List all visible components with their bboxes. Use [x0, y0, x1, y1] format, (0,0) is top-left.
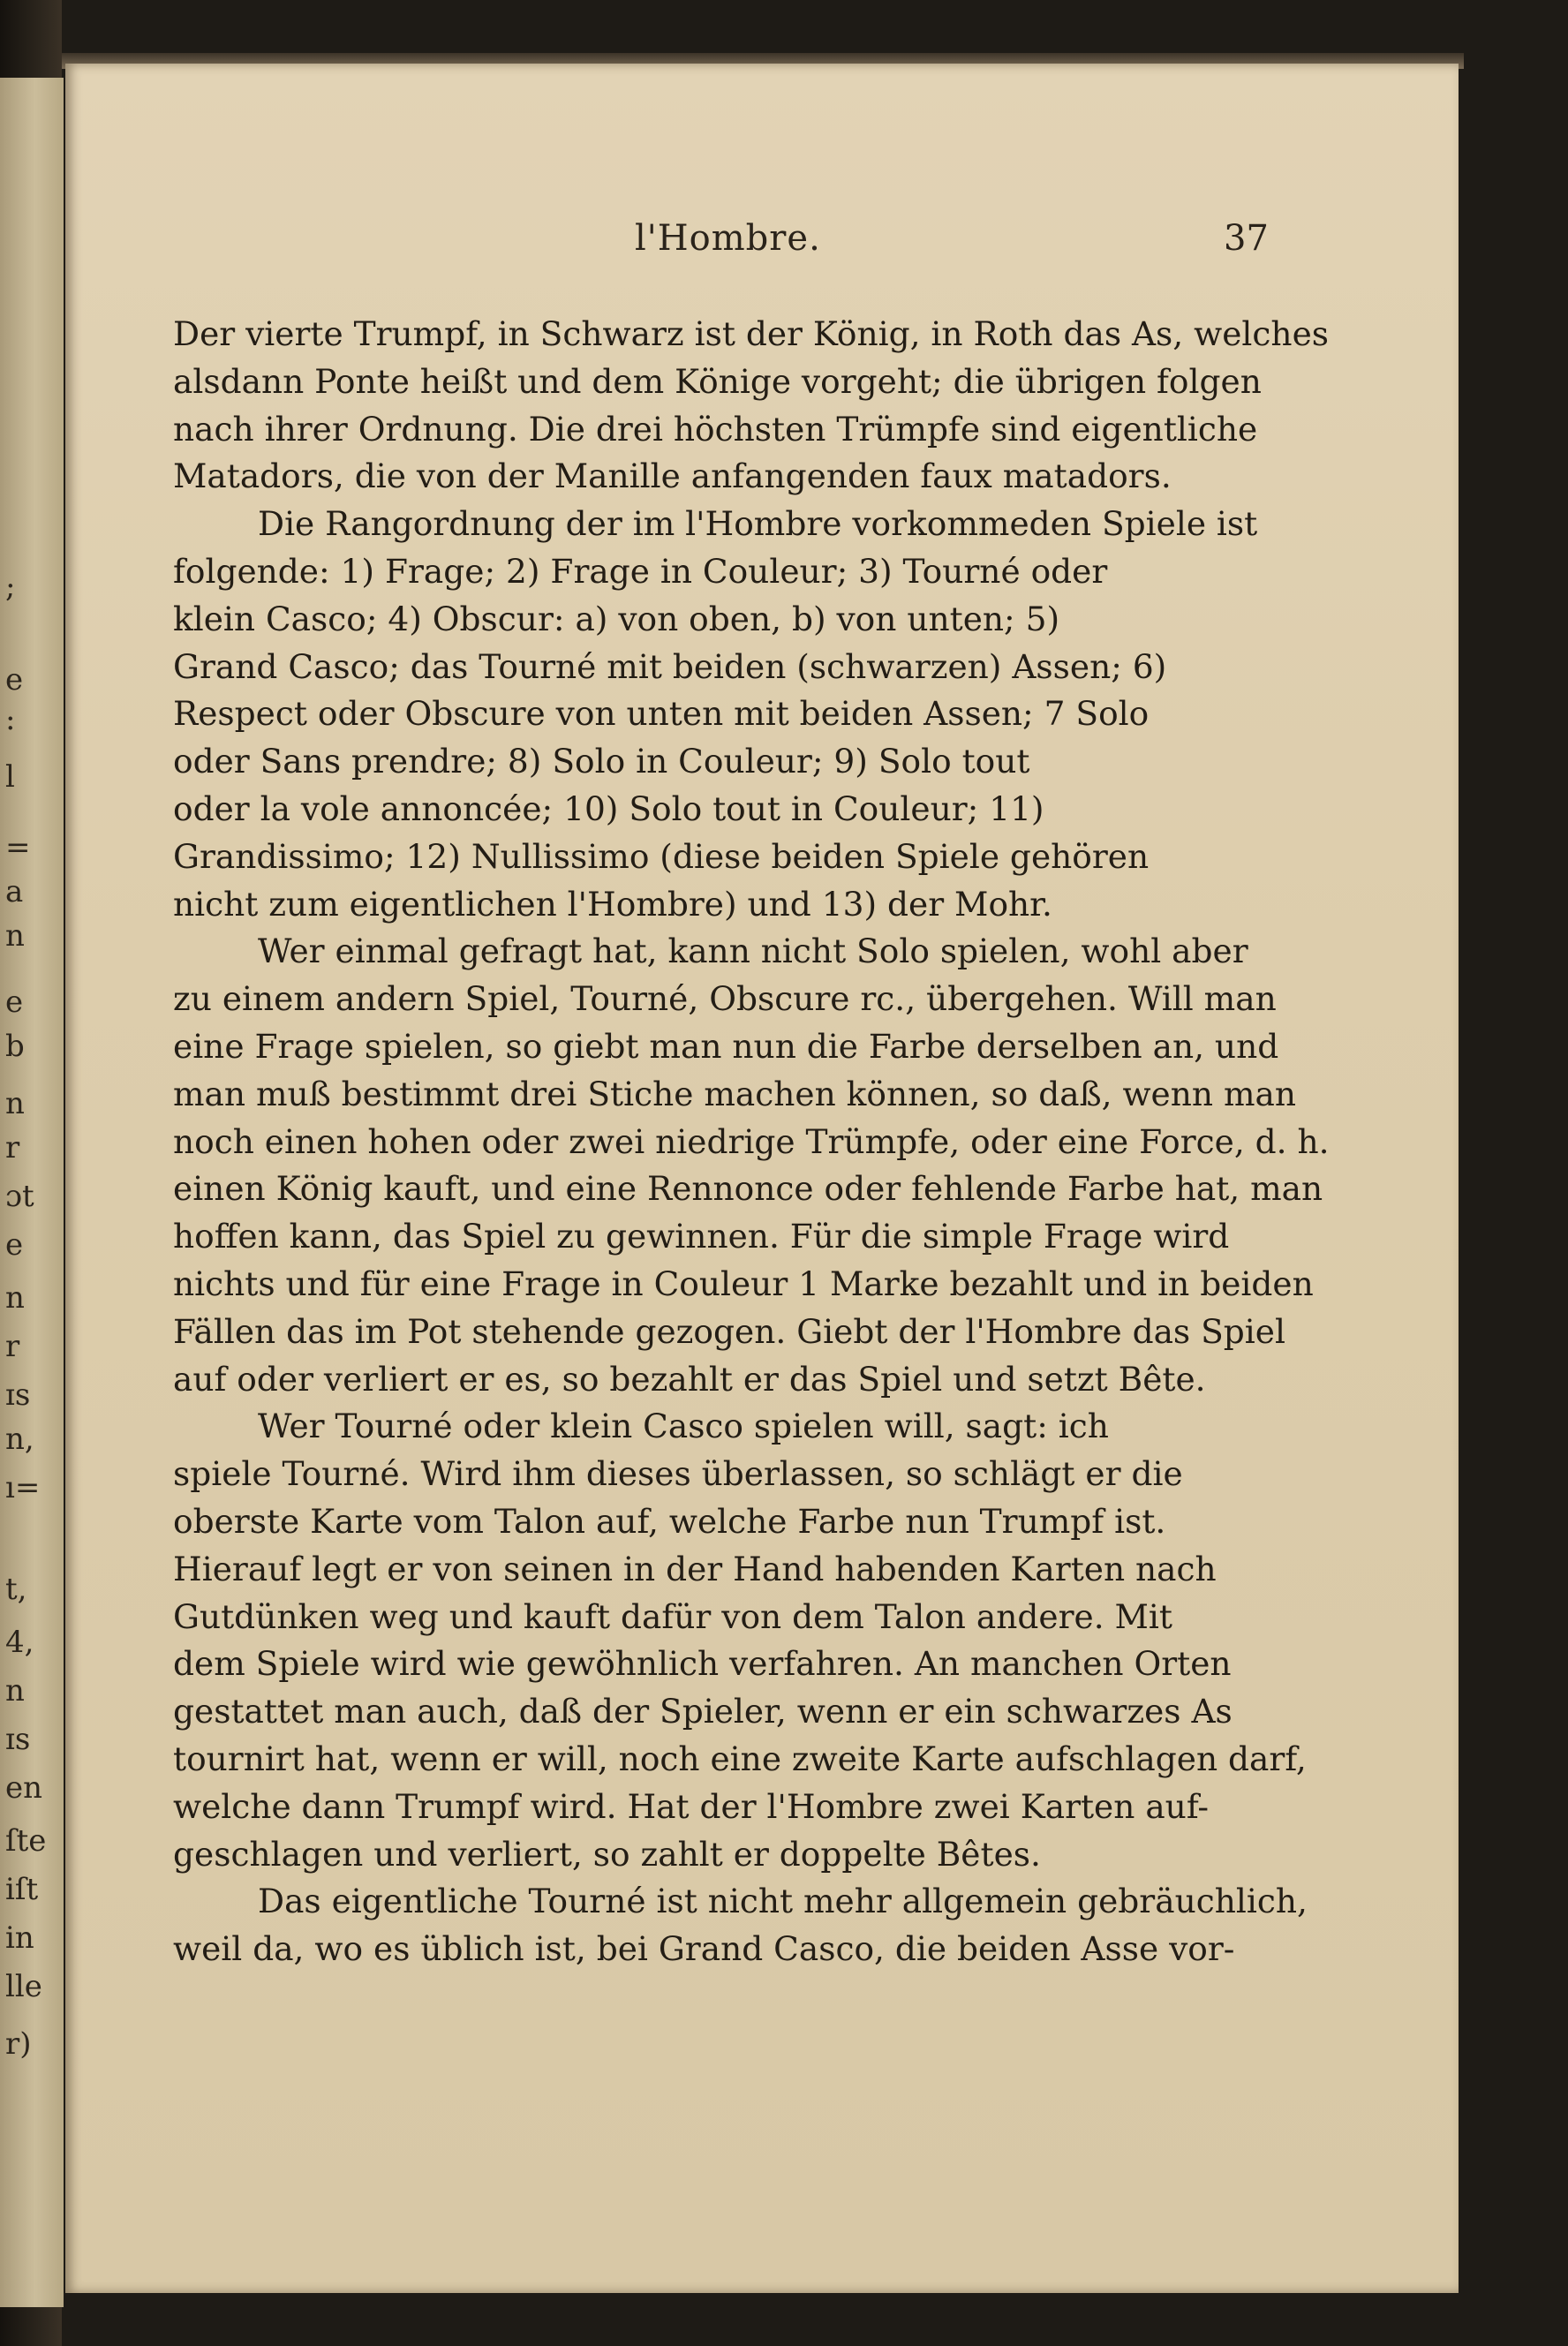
left-page-fragment: =: [5, 830, 31, 865]
left-page-fragment: t,: [5, 1572, 27, 1607]
body-text: [173, 311, 1383, 1973]
left-page-fragment: b: [5, 1029, 25, 1064]
left-page-fragment: n: [5, 1673, 25, 1709]
paragraph-1: Der vierte Trumpf, in Schwarz ist der König, in Roth das As, welches alsdann Ponte heißt und dem Könige vorgeht; die übrigen folgen nach ihrer Ordnung. Die drei höchsten Trümpfe sind eigentliche Matadors, die von der Manille anfangenden faux matadors.: [173, 314, 1330, 496]
left-page-fragment: ɪs: [5, 1722, 31, 1757]
left-page-fragment: r: [5, 1329, 20, 1364]
left-page-fragment: r): [5, 2026, 32, 2062]
book-page: [65, 64, 1459, 2293]
left-page-fragment: iſt: [5, 1872, 39, 1907]
left-page-fragment: e: [5, 1227, 24, 1263]
left-page-fragment: a: [5, 874, 24, 909]
page-number: 37: [1224, 218, 1269, 259]
page-header: [65, 218, 1459, 271]
left-page-fragment: n: [5, 918, 25, 954]
paragraph-3: Wer einmal gefragt hat, kann nicht Solo spielen, wohl aber zu einem andern Spiel, Tourné, Obscure rc., übergehen. Will man eine Frage spielen, so giebt man nun die Farbe derselben an, und man muß bestimmt drei Stiche machen können, so daß, wenn man noch einen hohen oder zwei niedrige Trümpfe, oder eine Force, d. h. einen König kauft, und eine Rennonce oder fehlende Farbe hat, man hoffen kann, das Spiel zu gewinnen. Für die simple Frage wird nichts und für eine Frage in Couleur 1 Marke bezahlt und in beiden Fällen das im Pot stehende gezogen. Giebt der l'Hombre das Spiel auf oder verliert er es, so bezahlt er das Spiel und setzt Bête.: [173, 932, 1330, 1399]
left-page-fragment: en: [5, 1770, 43, 1806]
left-page-fragment: ı=: [5, 1470, 41, 1505]
left-page-fragment: ;: [5, 570, 16, 605]
left-page-fragment: lle: [5, 1969, 42, 2004]
left-page-fragment: n,: [5, 1422, 34, 1457]
left-page-fragment: l: [5, 759, 15, 795]
left-page-fragment: 4,: [5, 1625, 34, 1660]
left-page-edge: [0, 78, 64, 2307]
running-head: l'Hombre.: [635, 218, 821, 259]
left-page-fragment: e: [5, 662, 24, 698]
left-page-fragment: n: [5, 1086, 25, 1121]
left-page-fragment: e: [5, 984, 24, 1020]
left-page-fragment: :: [5, 702, 16, 737]
left-page-fragment: ſte: [5, 1823, 47, 1859]
paragraph-4: Wer Tourné oder klein Casco spielen will, sagt: ich spiele Tourné. Wird ihm dieses überlassen, so schlägt er die oberste Karte vom Talon auf, welche Farbe nun Trumpf ist. Hierauf legt er von seinen in der Hand habenden Karten nach Gutdünken weg und kauft dafür von dem Talon andere. Mit dem Spiele wird wie gewöhnlich verfahren. An manchen Orten gestattet man auch, daß der Spieler, wenn er ein schwarzes As tournirt hat, wenn er will, noch eine zweite Karte aufschlagen darf, welche dann Trumpf wird. Hat der l'Hombre zwei Karten auf- geschlagen und verliert, so zahlt er doppelte Bêtes.: [173, 1407, 1307, 1874]
left-page-fragment: ɪs: [5, 1377, 31, 1413]
paragraph-2: Die Rangordnung der im l'Hombre vorkommeden Spiele ist folgende: 1) Frage; 2) Frage in Couleur; 3) Tourné oder klein Casco; 4) Obscur: a) von oben, b) von unten; 5) Grand Casco; das Tourné mit beiden (schwarzen) Assen; 6) Respect oder Obscure von unten mit beiden Assen; 7 Solo oder Sans prendre; 8) Solo in Couleur; 9) Solo tout oder la vole annoncée; 10) Solo tout in Couleur; 11) Grandissimo; 12) Nullissimo (diese beiden Spiele gehören nicht zum eigentlichen l'Hombre) und 13) der Mohr.: [173, 504, 1258, 924]
left-page-fragment: n: [5, 1280, 25, 1316]
left-page-fragment: in: [5, 1920, 34, 1956]
left-page-fragment: r: [5, 1130, 20, 1165]
left-page-fragment: ɔt: [5, 1179, 34, 1214]
paragraph-5: Das eigentliche Tourné ist nicht mehr allgemein gebräuchlich, weil da, wo es üblich ist, bei Grand Casco, die beiden Asse vor-: [173, 1882, 1308, 1969]
